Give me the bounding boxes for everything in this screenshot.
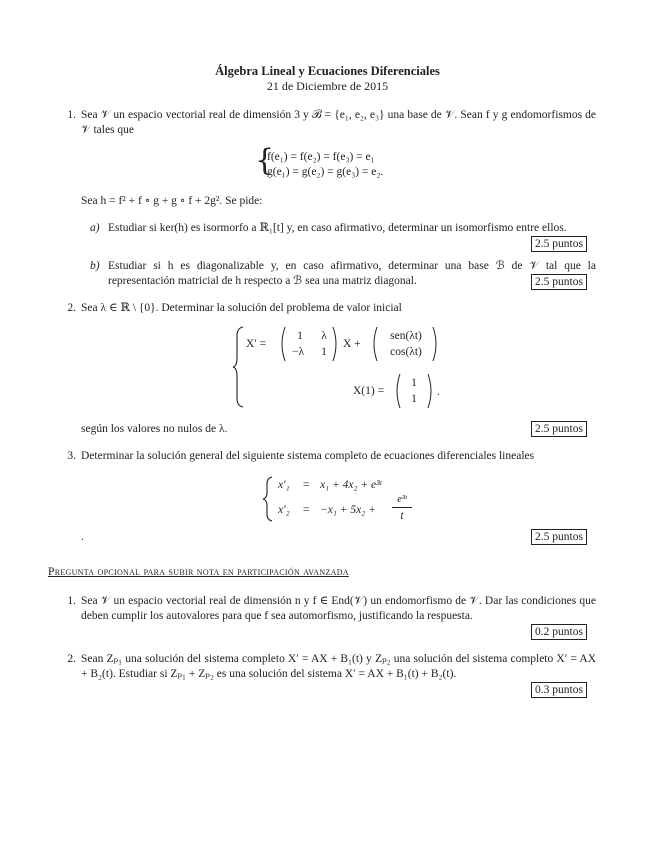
optional-heading: Pregunta opcional para subir nota en participación avanzada bbox=[48, 566, 349, 578]
problem-1-part-b-points: 2.5 puntos bbox=[531, 274, 587, 290]
problem-1-part-a-text: Estudiar si ker(h) es isormorfo a ℝ₁[t] y, en caso afirmativo, determinar un isomorfismo entre ellos. bbox=[108, 222, 567, 234]
problem-2-ic-lhs: X(1) = bbox=[353, 385, 385, 397]
problem-1-system-row-1: f(e₁) = f(e₂) = f(e₃) = e₁ bbox=[267, 151, 375, 163]
problem-1-number: 1. bbox=[67, 109, 76, 121]
problem-2-intro: Sea λ ∈ ℝ \ {0}. Determinar la solución del problema de valor inicial bbox=[81, 302, 402, 314]
problem-2-eq-lhs: X′ = bbox=[246, 338, 267, 350]
problem-3-number: 3. bbox=[67, 450, 76, 462]
problem-3-points: 2.5 puntos bbox=[531, 529, 587, 545]
problem-3-tail: . bbox=[81, 531, 84, 543]
exam-title: Álgebra Lineal y Ecuaciones Diferenciales bbox=[215, 64, 440, 78]
problem-3-row-2-eq: = bbox=[303, 504, 310, 516]
problem-3-intro: Determinar la solución general del siguiente sistema completo de ecuaciones diferenciales lineales bbox=[81, 450, 535, 462]
problem-3-row-1-eq: = bbox=[303, 479, 310, 491]
problem-3-row-2-rhs: −x₁ + 5x₂ + bbox=[320, 504, 376, 516]
problem-2-matrix-a21: −λ bbox=[291, 346, 305, 358]
problem-2-number: 2. bbox=[67, 302, 76, 314]
problem-1-definition: Sea h = f² + f ∘ g + g ∘ f + 2g². Se pide: bbox=[81, 195, 263, 207]
problem-2-eq-plus: X + bbox=[343, 338, 361, 350]
optional-1-points: 0.2 puntos bbox=[531, 624, 587, 640]
problem-3-frac-bar bbox=[392, 507, 412, 508]
optional-2-points: 0.3 puntos bbox=[531, 682, 587, 698]
problem-2-ic-vector-2: 1 bbox=[411, 393, 417, 405]
problem-2-matrix-a12: λ bbox=[321, 330, 327, 342]
problem-2-tail: según los valores no nulos de λ. bbox=[81, 423, 228, 435]
problem-3-frac-denominator: t bbox=[400, 510, 404, 522]
problem-1-system-brace: { bbox=[255, 143, 275, 178]
exam-date: 21 de Diciembre de 2015 bbox=[266, 79, 389, 93]
problem-1-part-b-text: Estudiar si h es diagonalizable y, en caso afirmativo, determinar una base ℬ de 𝒱 tal que la representación matricial de h respecto a ℬ sea una matriz diagonal. bbox=[108, 260, 596, 287]
optional-1-text: Sea 𝒱 un espacio vectorial real de dimensión n y f ∈ End(𝒱) un endomorfismo de 𝒱. Dar las condiciones que deben cumplir los autovalores para que f sea automorfismo, justificando la respuesta. bbox=[81, 595, 596, 622]
problem-2-matrix-a22: 1 bbox=[321, 346, 327, 358]
problem-2-points: 2.5 puntos bbox=[531, 421, 587, 437]
problem-3-row-1-lhs: x′₁ bbox=[278, 479, 290, 491]
problem-3-row-1-rhs: x₁ + 4x₂ + e³ᵗ bbox=[320, 479, 382, 491]
problem-2-vector-2: cos(λt) bbox=[390, 346, 422, 358]
problem-1-part-b-label: b) bbox=[90, 260, 100, 272]
problem-2-ic-vector-1: 1 bbox=[411, 377, 417, 389]
problem-1-part-a-points: 2.5 puntos bbox=[531, 236, 587, 252]
problem-2-vector-1: sen(λt) bbox=[390, 330, 422, 342]
problem-1-system-row-2: g(e₁) = g(e₂) = g(e₃) = e₂. bbox=[267, 166, 384, 178]
problem-2-ic-period: . bbox=[437, 386, 440, 398]
problem-2-matrix-a11: 1 bbox=[297, 330, 303, 342]
problem-1-intro: Sea 𝒱 un espacio vectorial real de dimensión 3 y ℬ = {e₁, e₂, e₃} una base de 𝒱. Sean f y g endomorfismos de 𝒱 tales que bbox=[81, 109, 596, 136]
optional-1-number: 1. bbox=[67, 595, 76, 607]
problem-2-system-brace bbox=[232, 326, 246, 408]
problem-3-row-2-lhs: x′₂ bbox=[278, 504, 290, 516]
optional-2-text: Sean Zₚ₁ una solución del sistema completo X′ = AX + B₁(t) y Zₚ₂ una solución del sistema completo X′ = AX + B₂(t). Estudiar si Zₚ₁ + Zₚ₂ es una solución del sistema X′ = AX + B₁(t) + B₂(t). bbox=[81, 653, 596, 680]
problem-1-part-a-label: a) bbox=[90, 222, 100, 234]
problem-3-frac-numerator: e³ᵗ bbox=[397, 494, 407, 505]
optional-2-number: 2. bbox=[67, 653, 76, 665]
problem-3-system-brace bbox=[262, 476, 274, 522]
